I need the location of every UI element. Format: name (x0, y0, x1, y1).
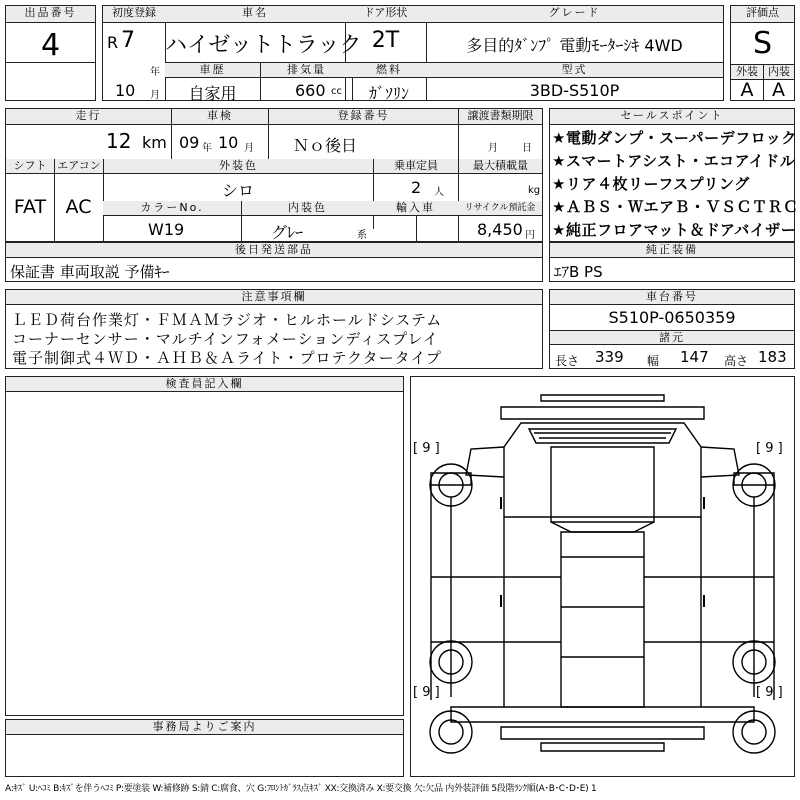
ac-label: エアコン (54, 159, 103, 174)
reg-no-value: Ｎｏ後日 (293, 136, 358, 155)
displacement-value: 660 (295, 81, 326, 100)
type-value: 3BD-S510P (529, 81, 620, 100)
year-unit: 年 (150, 67, 160, 78)
sales-points-label: セールスポイント (550, 109, 794, 125)
notes-line-2: コーナーセンサー・マルチインフォメーションディスプレイ (12, 330, 439, 348)
history-label: 車歴 (165, 62, 260, 78)
ext-color-label: 外装色 (103, 159, 373, 174)
notes-line-1: ＬＥＤ荷台作業灯・ＦＭＡＭラジオ・ヒルホールドシステム (12, 311, 443, 329)
truck-diagram-svg (411, 377, 794, 776)
displacement-label: 排気量 (260, 62, 352, 78)
score-box (730, 5, 795, 101)
shift-value: FAT (13, 196, 47, 218)
recycle-value: 8,450 (477, 220, 523, 239)
lot-label: 出品番号 (6, 6, 95, 23)
vehicle-info-box (5, 108, 543, 242)
width-value: 147 (680, 348, 709, 366)
ac-value: AC (65, 196, 92, 218)
mileage-label: 走行 (6, 109, 171, 125)
int-label: 内装 (763, 64, 794, 80)
length-label: 長さ (555, 354, 580, 368)
inspection-year-unit: 年 (202, 143, 212, 154)
int-color-label: 内装色 (241, 201, 373, 216)
recycle-unit: 円 (525, 230, 535, 241)
int-color-unit: 系 (357, 230, 367, 241)
grade-label: グレード (426, 6, 723, 23)
office-box (5, 719, 404, 777)
inspection-label: 車検 (171, 109, 268, 125)
color-no-label: カラーNo. (103, 201, 241, 216)
fuel-value: ｶﾞｿﾘﾝ (368, 84, 409, 103)
transfer-month: 月 (488, 143, 498, 154)
later-parts-label: 後日発送部品 (6, 243, 542, 258)
fuel-label: 燃料 (352, 62, 426, 78)
sales-point-1: ★電動ダンプ・スーパーデフロック (552, 129, 797, 147)
sales-point-5: ★純正フロアマット＆ドアバイザー (552, 221, 797, 239)
first-reg-month: 10 (115, 81, 136, 100)
reg-no-label: 登録番号 (268, 109, 458, 125)
length-value: 339 (595, 348, 624, 366)
maxload-label: 最大積載量 (458, 159, 542, 174)
history-value: 自家用 (188, 84, 237, 103)
equipment-value: ｴｱB PS (554, 263, 603, 281)
equipment-label: 純正装備 (550, 243, 794, 258)
ext-color-value: シロ (221, 181, 254, 200)
office-label: 事務局よりご案内 (6, 720, 403, 735)
sales-point-3: ★リア４枚リーフスプリング (552, 175, 750, 193)
height-label: 高さ (724, 354, 749, 368)
height-value: 183 (758, 348, 787, 366)
type-label: 型式 (426, 62, 723, 78)
later-parts-box (5, 242, 543, 282)
dims-label: 諸元 (550, 330, 794, 345)
capacity-label: 乗車定員 (373, 159, 458, 174)
capacity-unit: 人 (434, 187, 444, 198)
ext-label: 外装 (731, 64, 763, 80)
chassis-label: 車台番号 (550, 290, 794, 305)
model-label: 車名 (165, 6, 345, 23)
chassis-value: S510P-0650359 (608, 308, 736, 327)
mileage-unit: km (142, 133, 167, 152)
recycle-label: リサイクル預託金 (458, 201, 542, 216)
color-no-value: W19 (148, 220, 185, 239)
shift-label: シフト (6, 159, 54, 174)
notes-box (5, 289, 543, 369)
chassis-box (549, 289, 795, 369)
damage-diagram (410, 376, 795, 777)
sales-point-4: ★ＡＢＳ・ＷエアＢ・ＶＳＣＴＲＣ (552, 198, 799, 216)
score-value: S (752, 26, 773, 61)
grade-value: 多目的ﾀﾞﾝﾌﾟ 電動ﾓｰﾀｰｼｷ 4WD (466, 36, 683, 55)
month-unit: 月 (150, 90, 160, 101)
later-parts-value: 保証書 車両取説 予備ｷｰ (10, 263, 170, 281)
era-year: 7 (121, 28, 135, 53)
sales-point-2: ★スマートアシスト・エコアイドル (552, 152, 796, 170)
door-value: 2T (371, 28, 400, 53)
model-value: ハイゼットトラック (165, 33, 362, 58)
inspection-month: 10 (218, 133, 239, 152)
ext-value: A (740, 79, 754, 101)
mileage-value: 12 (106, 129, 132, 153)
first-reg-label: 初度登録 (103, 6, 165, 23)
inspection-year: 09 (179, 133, 200, 152)
sales-points-box (549, 108, 799, 242)
notes-line-3: 電子制御式４ＷＤ・ＡＨＢ＆Ａライト・プロテクタータイプ (12, 349, 442, 367)
lot-value: 4 (40, 28, 61, 63)
maxload-unit: kg (528, 185, 541, 196)
door-label: ドア形状 (345, 6, 426, 23)
transfer-label: 譲渡書類期限 (458, 109, 542, 125)
era-mark: R (107, 33, 119, 52)
transfer-day: 日 (522, 143, 532, 154)
inspector-box (5, 376, 404, 716)
int-color-value: グﾚｰ (271, 223, 304, 242)
tire-mark-rear-right: [ 9 ] (756, 685, 783, 700)
notes-label: 注意事項欄 (6, 290, 542, 305)
displacement-unit: cc (331, 86, 342, 97)
inspection-month-unit: 月 (244, 143, 254, 154)
tire-mark-front-right: [ 9 ] (756, 441, 783, 456)
int-value: A (772, 79, 785, 101)
legend-text: A:ｷｽﾞ U:ﾍｺﾐ B:ｷｽﾞを伴うﾍｺﾐ P:要塗装 W:補修跡 S:錆 C:腐食、穴 G:ﾌﾛﾝﾄｶﾞﾗｽ点ｷｽﾞ XX:交換済み X:要交換 欠:欠品 内外装評価 5段階ﾗﾝｸ順(A･B･C･D･E) 1 (5, 784, 597, 794)
inspector-label: 検査員記入欄 (6, 377, 403, 392)
tire-mark-front-left: [ 9 ] (413, 441, 440, 456)
score-label: 評価点 (731, 6, 794, 23)
import-label: 輸入車 (373, 201, 458, 216)
tire-mark-rear-left: [ 9 ] (413, 685, 440, 700)
capacity-value: 2 (411, 178, 422, 197)
main-header-box (102, 5, 724, 101)
equipment-box (549, 242, 795, 282)
width-label: 幅 (647, 354, 660, 368)
lot-box (5, 5, 96, 101)
